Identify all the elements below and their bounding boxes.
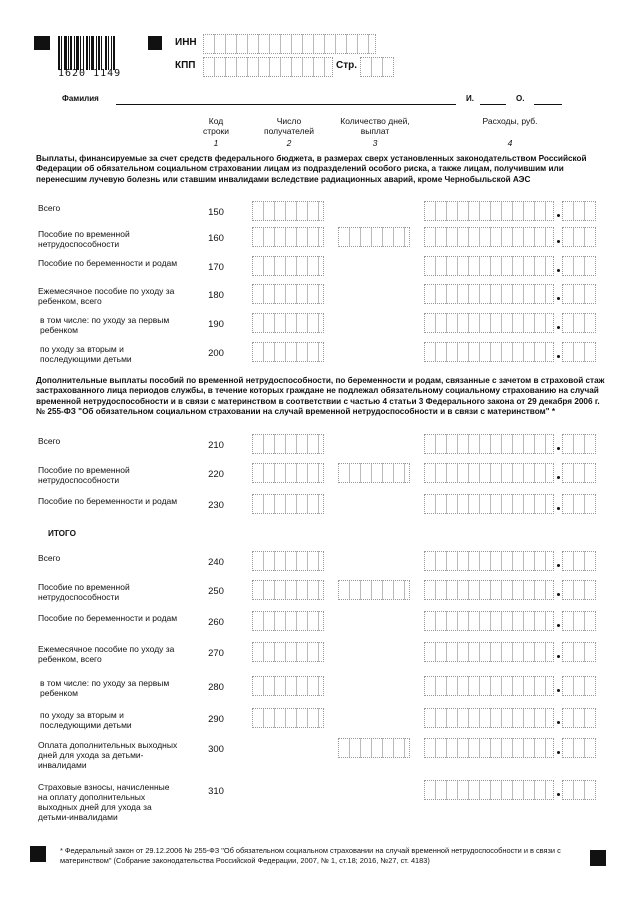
- recipients-field[interactable]: [252, 313, 324, 333]
- barcode-bar: [80, 36, 81, 70]
- kopecks-field[interactable]: [562, 580, 596, 600]
- section-2-title: Дополнительные выплаты пособий по временной нетрудоспособности, по беременности и родам, связанные с зачетом в страховой стаж застрахованного лица периодов службы, в течение которых граждане не подлежал обязательному социальному страхованию на случай временной нетрудоспособности и в связи с материнством в соответствии с частью 4 статьи 3 Федерального закона от 29 декабря 2006 г. № 255-ФЗ "Об обязательном социальном страховании на случай временной нетрудоспособности и в связи с материнством" *: [36, 376, 605, 417]
- recipients-field[interactable]: [252, 611, 324, 631]
- recipients-field[interactable]: [252, 580, 324, 600]
- expenses-field[interactable]: [424, 256, 554, 276]
- barcode-bar: [68, 36, 69, 70]
- kopecks-field[interactable]: [562, 780, 596, 800]
- row-code: 200: [208, 348, 224, 359]
- recipients-field[interactable]: [252, 342, 324, 362]
- row-label: Пособие по временной нетрудоспособности: [38, 582, 130, 602]
- recipients-field[interactable]: [252, 642, 324, 662]
- kopecks-field[interactable]: [562, 256, 596, 276]
- row-code: 290: [208, 714, 224, 725]
- kopecks-field[interactable]: [562, 313, 596, 333]
- expenses-field[interactable]: [424, 780, 554, 800]
- expenses-field[interactable]: [424, 201, 554, 221]
- days-field[interactable]: [338, 227, 410, 247]
- barcode-bar: [96, 36, 97, 70]
- recipients-field[interactable]: [252, 256, 324, 276]
- row-label: Всего: [38, 553, 61, 563]
- decimal-point: [557, 326, 560, 329]
- kopecks-field[interactable]: [562, 227, 596, 247]
- row-code: 240: [208, 557, 224, 568]
- row-code: 170: [208, 262, 224, 273]
- recipients-field[interactable]: [252, 676, 324, 696]
- column-number-4: 4: [507, 138, 513, 148]
- row-label: Ежемесячное пособие по уходу за ребенком, всего: [38, 286, 175, 306]
- decimal-point: [557, 355, 560, 358]
- days-field[interactable]: [338, 580, 410, 600]
- expenses-field[interactable]: [424, 551, 554, 571]
- decimal-point: [557, 447, 560, 450]
- expenses-field[interactable]: [424, 708, 554, 728]
- row-code: 270: [208, 648, 224, 659]
- surname-label: Фамилия: [62, 94, 99, 103]
- row-code: 300: [208, 744, 224, 755]
- row-label: Пособие по беременности и родам: [38, 613, 178, 623]
- row-label: Оплата дополнительных выходных дней для ухода за детьми-инвалидами: [38, 740, 178, 770]
- expenses-field[interactable]: [424, 463, 554, 483]
- expenses-field[interactable]: [424, 738, 554, 758]
- initial-i-label: И.: [466, 94, 474, 103]
- initial-i-field[interactable]: [480, 104, 506, 105]
- recipients-field[interactable]: [252, 494, 324, 514]
- barcode-bar: [113, 36, 115, 70]
- expenses-field[interactable]: [424, 494, 554, 514]
- expenses-field[interactable]: [424, 434, 554, 454]
- decimal-point: [557, 655, 560, 658]
- kopecks-field[interactable]: [562, 738, 596, 758]
- column-header-expenses: Расходы, руб.: [482, 116, 538, 126]
- expenses-field[interactable]: [424, 642, 554, 662]
- row-label: Пособие по беременности и родам: [38, 258, 178, 268]
- kopecks-field[interactable]: [562, 676, 596, 696]
- decimal-point: [557, 214, 560, 217]
- row-label: Ежемесячное пособие по уходу за ребенком, всего: [38, 644, 175, 664]
- inn-label: ИНН: [175, 37, 197, 48]
- row-code: 280: [208, 682, 224, 693]
- row-label: по уходу за вторым и последующими детьми: [40, 710, 132, 730]
- corner-marker-bottom-left: [30, 846, 46, 862]
- decimal-point: [557, 624, 560, 627]
- row-label: по уходу за вторым и последующими детьми: [40, 344, 132, 364]
- kopecks-field[interactable]: [562, 434, 596, 454]
- row-label: Всего: [38, 436, 61, 446]
- barcode-bar: [108, 36, 109, 70]
- recipients-field[interactable]: [252, 434, 324, 454]
- decimal-point: [557, 476, 560, 479]
- barcode-bar: [98, 36, 100, 70]
- row-code: 260: [208, 617, 224, 628]
- days-field[interactable]: [338, 738, 410, 758]
- row-code: 190: [208, 319, 224, 330]
- barcode-bar: [74, 36, 75, 70]
- footnote: * Федеральный закон от 29.12.2006 № 255-ФЗ "Об обязательном социальном страховании на случай временной нетрудоспособности и в связи с материнством" (Собрание законодательства Российской Федерации, 2007, № 1, ст.18; 2016, №27, ст. 4183): [60, 846, 561, 865]
- kopecks-field[interactable]: [562, 708, 596, 728]
- barcode-bar: [61, 36, 62, 70]
- initial-o-field[interactable]: [534, 104, 562, 105]
- recipients-field[interactable]: [252, 551, 324, 571]
- recipients-field[interactable]: [252, 708, 324, 728]
- barcode-bar: [64, 36, 67, 70]
- row-code: 250: [208, 586, 224, 597]
- row-code: 220: [208, 469, 224, 480]
- expenses-field[interactable]: [424, 313, 554, 333]
- page-label: Стр.: [336, 60, 358, 71]
- kopecks-field[interactable]: [562, 494, 596, 514]
- decimal-point: [557, 564, 560, 567]
- decimal-point: [557, 240, 560, 243]
- barcode-bar: [105, 36, 107, 70]
- kopecks-field[interactable]: [562, 642, 596, 662]
- recipients-field[interactable]: [252, 201, 324, 221]
- decimal-point: [557, 269, 560, 272]
- decimal-point: [557, 507, 560, 510]
- surname-field[interactable]: [116, 104, 456, 105]
- corner-marker-bottom-right: [590, 850, 606, 866]
- kopecks-field[interactable]: [562, 611, 596, 631]
- column-header-code: Код строки: [202, 116, 230, 136]
- section-1-title: Выплаты, финансируемые за счет средств федерального бюджета, в размерах сверх установленных законодательством Российской Федерации об обязательном социальном страховании лицам из подразделений особого риска, а также лицам, получившим или перенесшим лучевую болезнь или ставшим инвалидами вследствие радиационных аварий, кроме Чернобыльской АЭС: [36, 154, 587, 184]
- section-3-title: ИТОГО: [48, 529, 76, 538]
- inn-field[interactable]: [203, 34, 376, 54]
- barcode-bar: [76, 36, 79, 70]
- row-label: Пособие по временной нетрудоспособности: [38, 465, 130, 485]
- column-number-2: 2: [286, 138, 292, 148]
- row-label: Пособие по временной нетрудоспособности: [38, 229, 130, 249]
- decimal-point: [557, 751, 560, 754]
- barcode-bar: [58, 36, 60, 70]
- recipients-field[interactable]: [252, 227, 324, 247]
- decimal-point: [557, 593, 560, 596]
- kopecks-field[interactable]: [562, 201, 596, 221]
- expenses-field[interactable]: [424, 676, 554, 696]
- row-label: в том числе: по уходу за первым ребенком: [40, 315, 170, 335]
- row-label: Страховые взносы, начисленные на оплату дополнительных выходных дней для ухода за детьми-инвалидами: [38, 782, 170, 822]
- barcode-bar: [91, 36, 94, 70]
- expenses-field[interactable]: [424, 342, 554, 362]
- page-field[interactable]: [360, 57, 394, 77]
- row-code: 150: [208, 207, 224, 218]
- row-code: 160: [208, 233, 224, 244]
- column-header-recipients: Число получателей: [264, 116, 314, 136]
- row-label: в том числе: по уходу за первым ребенком: [40, 678, 170, 698]
- barcode-bar: [86, 36, 88, 70]
- column-number-1: 1: [213, 138, 219, 148]
- kpp-label: КПП: [175, 60, 196, 71]
- barcode-bar: [89, 36, 90, 70]
- corner-marker-top-mid: [148, 36, 162, 50]
- column-header-days: Количество дней, выплат: [340, 116, 410, 136]
- row-code: 310: [208, 786, 224, 797]
- row-code: 180: [208, 290, 224, 301]
- recipients-field[interactable]: [252, 284, 324, 304]
- decimal-point: [557, 689, 560, 692]
- kpp-field[interactable]: [203, 57, 333, 77]
- barcode-bar: [101, 36, 102, 70]
- kopecks-field[interactable]: [562, 463, 596, 483]
- kopecks-field[interactable]: [562, 342, 596, 362]
- barcode-bar: [111, 36, 112, 70]
- expenses-field[interactable]: [424, 580, 554, 600]
- recipients-field[interactable]: [252, 463, 324, 483]
- column-number-3: 3: [372, 138, 378, 148]
- days-field[interactable]: [338, 463, 410, 483]
- decimal-point: [557, 793, 560, 796]
- decimal-point: [557, 297, 560, 300]
- kopecks-field[interactable]: [562, 284, 596, 304]
- decimal-point: [557, 721, 560, 724]
- expenses-field[interactable]: [424, 611, 554, 631]
- expenses-field[interactable]: [424, 227, 554, 247]
- row-label: Всего: [38, 203, 61, 213]
- barcode-bar: [83, 36, 84, 70]
- row-label: Пособие по беременности и родам: [38, 496, 178, 506]
- corner-marker-top-left: [34, 36, 50, 50]
- row-code: 210: [208, 440, 224, 451]
- expenses-field[interactable]: [424, 284, 554, 304]
- barcode-number: 1620 1149: [58, 68, 122, 79]
- initial-o-label: О.: [516, 94, 525, 103]
- row-code: 230: [208, 500, 224, 511]
- barcode-bar: [70, 36, 72, 70]
- kopecks-field[interactable]: [562, 551, 596, 571]
